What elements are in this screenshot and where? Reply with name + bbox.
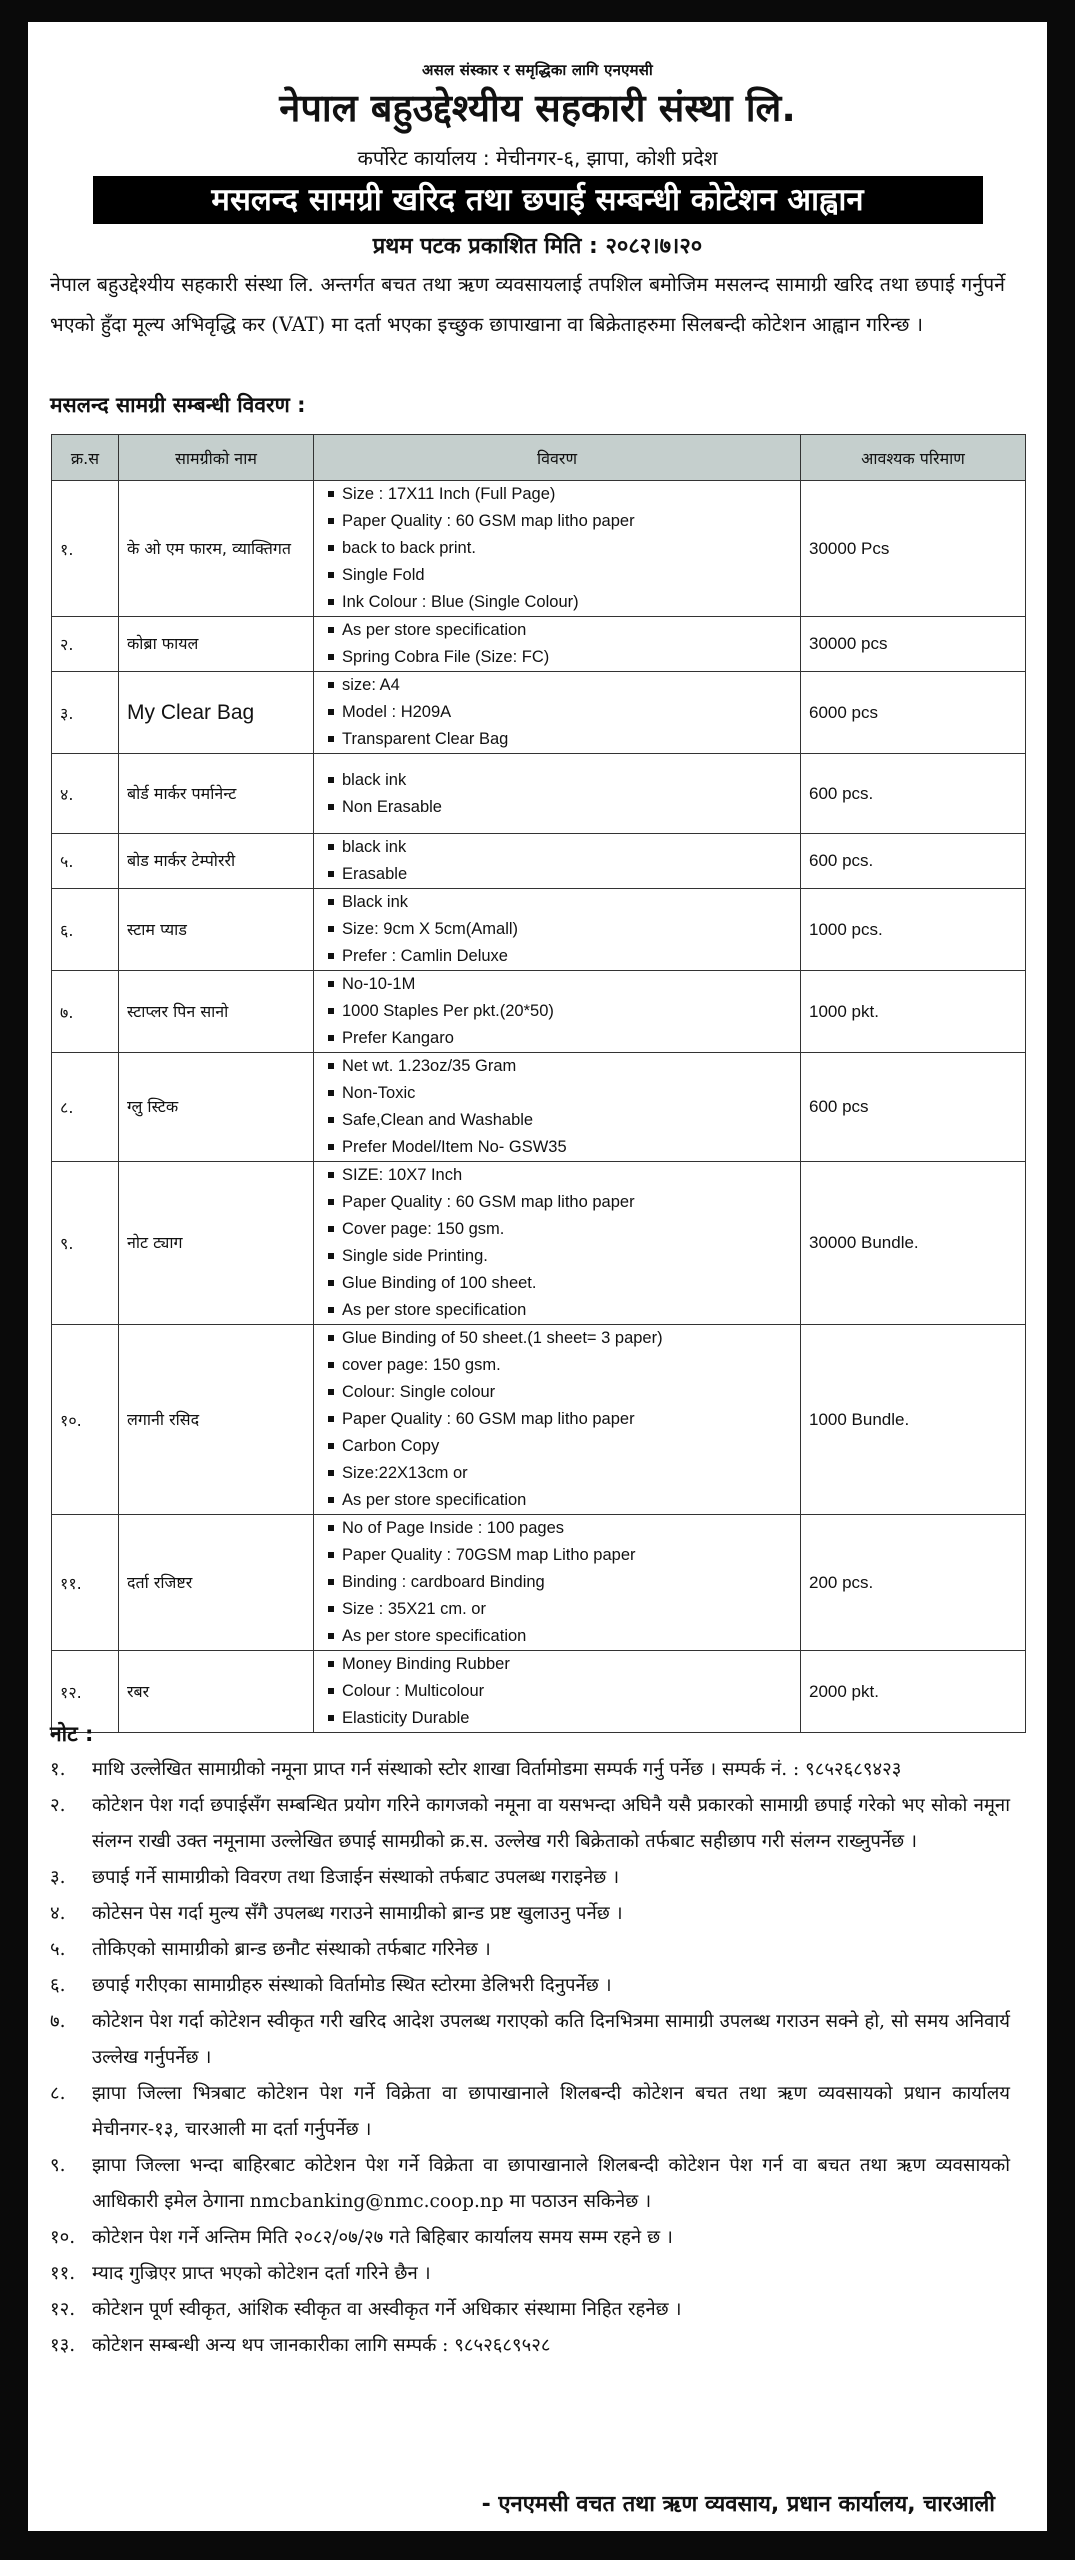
description-bullet: Prefer : Camlin Deluxe: [342, 943, 792, 970]
description-list: [322, 1515, 792, 1650]
row-description: [314, 481, 801, 617]
table-row: [52, 617, 1026, 672]
header-item-name: सामग्रीको नाम: [119, 435, 314, 481]
row-item-name: बोर्ड मार्कर पर्मानेन्ट: [119, 754, 314, 834]
notice-banner-title: मसलन्द सामग्री खरिद तथा छपाई सम्बन्धी कोटेशन आह्वान: [93, 176, 983, 224]
description-list: [322, 672, 792, 753]
description-list: [322, 889, 792, 970]
table-header-row: [52, 435, 1026, 481]
description-list: [322, 971, 792, 1052]
row-item-name: दर्ता रजिष्टर: [119, 1515, 314, 1651]
table-row: [52, 672, 1026, 754]
note-text: छपाई गरीएका सामाग्रीहरु संस्थाको विर्तामोड स्थित स्टोरमा डेलिभरी दिनुपर्नेछ ।: [92, 1975, 612, 1996]
row-item-name: स्टाम प्याड: [119, 889, 314, 971]
row-quantity: 30000 Bundle.: [801, 1162, 1026, 1325]
row-serial: १.: [52, 481, 119, 617]
row-item-name: कोब्रा फायल: [119, 617, 314, 672]
note-text: छपाई गर्ने सामाग्रीको विवरण तथा डिजाईन संस्थाको तर्फबाट उपलब्ध गराइनेछ ।: [92, 1867, 620, 1888]
note-text: कोटेशन पेश गर्दा कोटेशन स्वीकृत गरी खरिद आदेश उपलब्ध गराएको कति दिनभित्रमा सामाग्री उपलब्ध गराउन सक्ने हो, सो समय अनिवार्य उल्लेख गर्नुपर्नेछ ।: [92, 2011, 1010, 2068]
description-bullet: Cover page: 150 gsm.: [342, 1216, 792, 1243]
row-item-name: My Clear Bag: [119, 672, 314, 754]
description-list: [322, 481, 792, 616]
description-bullet: Transparent Clear Bag: [342, 726, 792, 753]
row-description: [314, 1053, 801, 1162]
note-number: १३.: [50, 2335, 76, 2356]
row-description: [314, 1515, 801, 1651]
row-description: [314, 1651, 801, 1733]
items-table: [51, 434, 1026, 1733]
description-bullet: No-10-1M: [342, 971, 792, 998]
description-bullet: Binding : cardboard Binding: [342, 1569, 792, 1596]
table-row: [52, 1325, 1026, 1515]
tagline: असल संस्कार र समृद्धिका लागि एनएमसी: [421, 61, 653, 79]
row-serial: २.: [52, 617, 119, 672]
description-bullet: Model : H209A: [342, 699, 792, 726]
published-date: प्रथम पटक प्रकाशित मिति : २०८२।७।२०: [372, 234, 703, 259]
description-bullet: Colour: Single colour: [342, 1379, 792, 1406]
section-heading: मसलन्द सामग्री सम्बन्धी विवरण :: [50, 393, 306, 417]
description-bullet: Single side Printing.: [342, 1243, 792, 1270]
row-description: [314, 672, 801, 754]
description-bullet: Non Erasable: [342, 794, 792, 821]
organization-name: नेपाल बहुउद्देश्यीय सहकारी संस्था लि.: [279, 86, 796, 130]
note-item: [50, 2256, 1010, 2292]
table-row: [52, 481, 1026, 617]
description-bullet: black ink: [342, 834, 792, 861]
note-text: कोटेशन पेश गर्ने अन्तिम मिति २०८२/०७/२७ गते बिहिबार कार्यालय समय सम्म रहने छ ।: [92, 2227, 673, 2248]
row-serial: ५.: [52, 834, 119, 889]
row-description: [314, 1325, 801, 1515]
note-item: [50, 1932, 1010, 1968]
note-number: ११.: [50, 2263, 76, 2284]
note-item: [50, 2148, 1010, 2220]
row-quantity: 600 pcs.: [801, 834, 1026, 889]
description-bullet: Size : 17X11 Inch (Full Page): [342, 481, 792, 508]
note-number: ८.: [50, 2083, 66, 2104]
note-text: झापा जिल्ला भन्दा बाहिरबाट कोटेशन पेश गर्ने विक्रेता वा छापाखानाले शिलबन्दी कोटेशन पेश गर्न वा बचत तथा ऋण व्यवसायको आधिकारी इमेल ठेगाना nmcbanking@nmc.coop.np मा पठाउन सकिनेछ ।: [92, 2155, 1010, 2212]
row-description: [314, 754, 801, 834]
table-row: [52, 1162, 1026, 1325]
note-item: [50, 2292, 1010, 2328]
note-text: माथि उल्लेखित सामाग्रीको नमूना प्राप्त गर्न संस्थाको स्टोर शाखा विर्तामोडमा सम्पर्क गर्नु पर्नेछ । सम्पर्क नं. : ९८५२६८९४२३: [92, 1759, 902, 1780]
note-number: २.: [50, 1795, 66, 1816]
note-text: झापा जिल्ला भित्रबाट कोटेशन पेश गर्ने विक्रेता वा छापाखानाले शिलबन्दी कोटेशन बचत तथा ऋण व्यवसायको प्रधान कार्यालय मेचीनगर-१३, चारआली मा दर्ता गर्नुपर्नेछ ।: [92, 2083, 1010, 2140]
row-serial: ४.: [52, 754, 119, 834]
row-item-name: स्टाप्लर पिन सानो: [119, 971, 314, 1053]
note-number: ३.: [50, 1867, 66, 1888]
description-bullet: Elasticity Durable: [342, 1705, 792, 1732]
row-serial: ३.: [52, 672, 119, 754]
table-row: [52, 834, 1026, 889]
description-list: [322, 767, 792, 821]
row-item-name: रबर: [119, 1651, 314, 1733]
description-bullet: Paper Quality : 60 GSM map litho paper: [342, 1189, 792, 1216]
row-quantity: 30000 Pcs: [801, 481, 1026, 617]
note-number: ४.: [50, 1903, 66, 1924]
note-item: [50, 1860, 1010, 1896]
description-bullet: Paper Quality : 60 GSM map litho paper: [342, 508, 792, 535]
description-bullet: As per store specification: [342, 1623, 792, 1650]
description-list: [322, 1651, 792, 1732]
row-serial: ८.: [52, 1053, 119, 1162]
row-item-name: बोड मार्कर टेम्पोररी: [119, 834, 314, 889]
description-bullet: back to back print.: [342, 535, 792, 562]
row-quantity: 600 pcs.: [801, 754, 1026, 834]
description-bullet: Black ink: [342, 889, 792, 916]
table-row: [52, 754, 1026, 834]
row-serial: १०.: [52, 1325, 119, 1515]
note-text: कोटेशन पूर्ण स्वीकृत, आंशिक स्वीकृत वा अस्वीकृत गर्ने अधिकार संस्थामा निहित रहनेछ ।: [92, 2299, 682, 2320]
description-bullet: Erasable: [342, 861, 792, 888]
table-row: [52, 1053, 1026, 1162]
description-bullet: Ink Colour : Blue (Single Colour): [342, 589, 792, 616]
row-serial: ६.: [52, 889, 119, 971]
description-bullet: Glue Binding of 50 sheet.(1 sheet= 3 paper): [342, 1325, 792, 1352]
description-list: [322, 617, 792, 671]
description-bullet: SIZE: 10X7 Inch: [342, 1162, 792, 1189]
description-bullet: Net wt. 1.23oz/35 Gram: [342, 1053, 792, 1080]
row-quantity: 30000 pcs: [801, 617, 1026, 672]
description-bullet: Colour : Multicolour: [342, 1678, 792, 1705]
description-bullet: Prefer Model/Item No- GSW35: [342, 1134, 792, 1161]
row-item-name: के ओ एम फारम, व्याक्तिगत: [119, 481, 314, 617]
note-text: कोटेशन पेश गर्दा छपाईसँग सम्बन्धित प्रयोग गरिने कागजको नमूना वा यसभन्दा अघिनै यसै प्रकारको सामाग्री छपाई गरेको भए सोको नमूना संलग्न राखी उक्त नमूनामा उल्लेखित छपाई सामग्रीको क्र.स. उल्लेख गरी बिक्रेताको तर्फबाट सहीछाप गरी संलग्न राख्नुपर्नेछ ।: [92, 1795, 1010, 1852]
row-description: [314, 971, 801, 1053]
row-item-name: लगानी रसिद: [119, 1325, 314, 1515]
description-bullet: Spring Cobra File (Size: FC): [342, 644, 792, 671]
notice-paper: [28, 22, 1047, 2531]
note-item: [50, 2220, 1010, 2256]
row-serial: ११.: [52, 1515, 119, 1651]
note-text: म्याद गुज्रिएर प्राप्त भएको कोटेशन दर्ता गरिने छैन ।: [92, 2263, 431, 2284]
note-number: ७.: [50, 2011, 66, 2032]
header-quantity: आवश्यक परिमाण: [801, 435, 1026, 481]
note-number: १२.: [50, 2299, 76, 2320]
note-number: १०.: [50, 2227, 76, 2248]
row-quantity: 1000 pkt.: [801, 971, 1026, 1053]
table-row: [52, 971, 1026, 1053]
note-number: ५.: [50, 1939, 66, 1960]
row-item-name: नोट ट्याग: [119, 1162, 314, 1325]
description-bullet: Size : 35X21 cm. or: [342, 1596, 792, 1623]
description-bullet: black ink: [342, 767, 792, 794]
row-description: [314, 1162, 801, 1325]
description-bullet: Safe,Clean and Washable: [342, 1107, 792, 1134]
note-item: [50, 2076, 1010, 2148]
description-bullet: Carbon Copy: [342, 1433, 792, 1460]
description-bullet: 1000 Staples Per pkt.(20*50): [342, 998, 792, 1025]
row-item-name: ग्लु स्टिक: [119, 1053, 314, 1162]
description-list: [322, 834, 792, 888]
banner-container: [28, 176, 1047, 226]
row-quantity: 200 pcs.: [801, 1515, 1026, 1651]
note-item: [50, 1788, 1010, 1860]
row-quantity: 6000 pcs: [801, 672, 1026, 754]
note-item: [50, 2328, 1010, 2364]
table-row: [52, 1515, 1026, 1651]
description-list: [322, 1325, 792, 1514]
row-serial: ७.: [52, 971, 119, 1053]
row-serial: ९.: [52, 1162, 119, 1325]
description-bullet: Size:22X13cm or: [342, 1460, 792, 1487]
row-quantity: 1000 Bundle.: [801, 1325, 1026, 1515]
note-text: कोटेशन सम्बन्धी अन्य थप जानकारीका लागि सम्पर्क : ९८५२६८९५२८: [92, 2335, 551, 2356]
row-serial: १२.: [52, 1651, 119, 1733]
description-bullet: Paper Quality : 60 GSM map litho paper: [342, 1406, 792, 1433]
note-number: ६.: [50, 1975, 66, 1996]
note-text: कोटेसन पेस गर्दा मुल्य सँगै उपलब्ध गराउने सामाग्रीको ब्रान्ड प्रष्ट खुलाउनु पर्नेछ ।: [92, 1903, 623, 1924]
header-serial: क्र.स: [52, 435, 119, 481]
description-bullet: Prefer Kangaro: [342, 1025, 792, 1052]
description-bullet: As per store specification: [342, 1297, 792, 1324]
intro-paragraph: नेपाल बहुउद्देश्यीय सहकारी संस्था लि. अन्तर्गत बचत तथा ऋण व्यवसायलाई तपशिल बमोजिम मसलन्द सामाग्री खरिद तथा छपाई गर्नुपर्ने भएको हुँदा मूल्य अभिवृद्धि कर (VAT) मा दर्ता भएका इच्छुक छापाखाना वा बिक्रेताहरुमा सिलबन्दी कोटेशन आह्वान गरिन्छ ।: [50, 273, 1005, 336]
notes-list: [50, 1752, 1010, 2364]
description-list: [322, 1053, 792, 1161]
signature-line: - एनएमसी वचत तथा ऋण व्यवसाय, प्रधान कार्यालय, चारआली: [481, 2492, 995, 2517]
header-description: विवरण: [314, 435, 801, 481]
note-item: [50, 1896, 1010, 1932]
row-description: [314, 834, 801, 889]
description-bullet: Money Binding Rubber: [342, 1651, 792, 1678]
table-row: [52, 1651, 1026, 1733]
note-number: १.: [50, 1759, 66, 1780]
description-bullet: No of Page Inside : 100 pages: [342, 1515, 792, 1542]
description-bullet: Non-Toxic: [342, 1080, 792, 1107]
row-description: [314, 889, 801, 971]
note-text: तोकिएको सामाग्रीको ब्रान्ड छनौट संस्थाको तर्फबाट गरिनेछ ।: [92, 1939, 491, 1960]
description-bullet: Glue Binding of 100 sheet.: [342, 1270, 792, 1297]
description-bullet: As per store specification: [342, 617, 792, 644]
note-item: [50, 1752, 1010, 1788]
row-quantity: 2000 pkt.: [801, 1651, 1026, 1733]
table-row: [52, 889, 1026, 971]
description-bullet: As per store specification: [342, 1487, 792, 1514]
row-quantity: 600 pcs: [801, 1053, 1026, 1162]
description-bullet: Single Fold: [342, 562, 792, 589]
description-bullet: size: A4: [342, 672, 792, 699]
description-bullet: Paper Quality : 70GSM map Litho paper: [342, 1542, 792, 1569]
notes-heading: नोट :: [50, 1722, 94, 1746]
description-bullet: Size: 9cm X 5cm(Amall): [342, 916, 792, 943]
description-list: [322, 1162, 792, 1324]
row-description: [314, 617, 801, 672]
note-number: ९.: [50, 2155, 66, 2176]
row-quantity: 1000 pcs.: [801, 889, 1026, 971]
note-item: [50, 1968, 1010, 2004]
note-item: [50, 2004, 1010, 2076]
description-bullet: cover page: 150 gsm.: [342, 1352, 792, 1379]
corporate-office-address: कर्पोरेट कार्यालय : मेचीनगर-६, झापा, कोशी प्रदेश: [357, 146, 718, 170]
